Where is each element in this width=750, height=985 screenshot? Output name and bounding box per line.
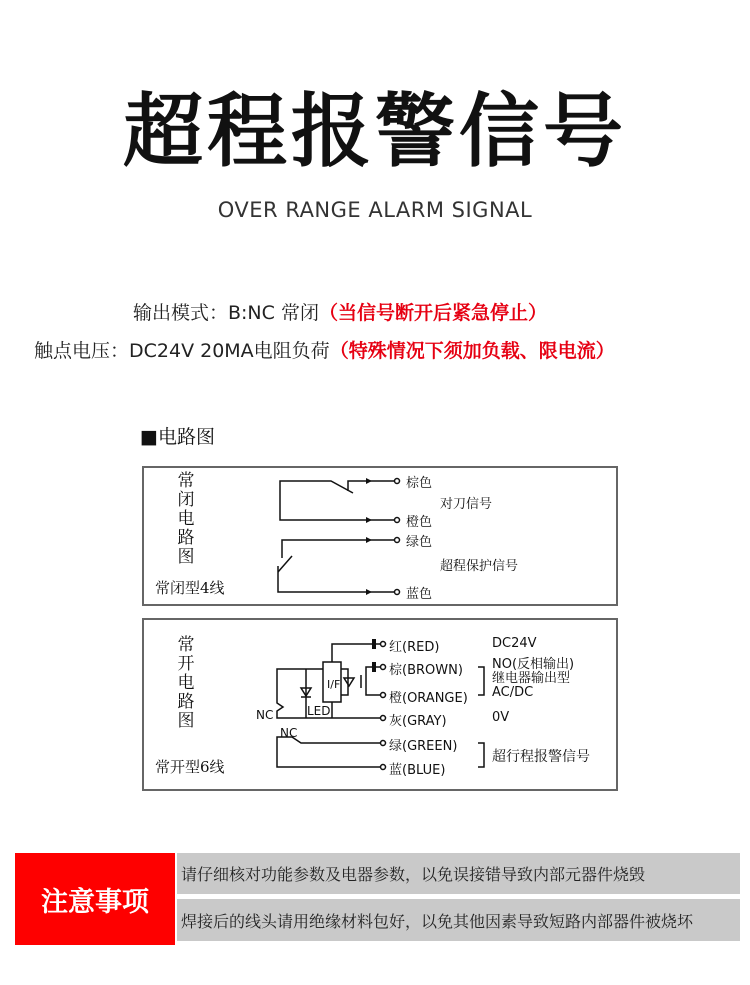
section-title: ■电路图 bbox=[140, 426, 215, 448]
if-label: I/F bbox=[327, 678, 341, 691]
signal-label: 对刀信号 bbox=[440, 497, 493, 512]
char: 电 bbox=[177, 673, 195, 693]
notice-heading: 注意事项 bbox=[15, 853, 175, 945]
wire-label: 蓝(BLUE) bbox=[389, 763, 446, 778]
notice-item: 焊接后的线头请用绝缘材料包好，以免其他因素导致短路内部器件被烧坏 bbox=[177, 899, 740, 941]
notice-item: 请仔细核对功能参数及电器参数，以免误接错导致内部元器件烧毁 bbox=[177, 853, 740, 894]
page-subtitle: OVER RANGE ALARM SIGNAL bbox=[217, 198, 533, 222]
char: 图 bbox=[177, 711, 195, 731]
nc-label: NC bbox=[256, 708, 274, 722]
output-line: 继电器输出型 bbox=[492, 671, 571, 686]
alarm-label: 超行程报警信号 bbox=[492, 749, 590, 765]
wire-label: 棕(BROWN) bbox=[389, 663, 463, 678]
wire-label: 红(RED) bbox=[389, 640, 440, 655]
wire-label: 绿色 bbox=[406, 535, 433, 550]
optocoupler-diode-icon bbox=[344, 678, 354, 686]
spec-label: 触点电压：DC24V 20MA电阻负荷 bbox=[34, 340, 330, 362]
wire-orange bbox=[366, 682, 380, 695]
signal-label: 超程保护信号 bbox=[440, 559, 519, 574]
terminal-block-icons bbox=[372, 639, 376, 672]
wire-label: 绿(GREEN) bbox=[389, 739, 458, 754]
char: 电 bbox=[177, 509, 195, 529]
wire-green-blue bbox=[277, 737, 380, 767]
wire-label: 棕色 bbox=[406, 476, 433, 491]
output-line: AC/DC bbox=[492, 685, 534, 700]
terminal-icons bbox=[381, 642, 386, 770]
bracket bbox=[478, 743, 484, 767]
spec-label: 输出模式：B:NC 常闭 bbox=[133, 302, 319, 324]
char: 常 bbox=[177, 471, 195, 491]
page-title: 超程报警信号 bbox=[123, 85, 627, 178]
nc-label: NC bbox=[280, 726, 298, 740]
wire-label: 灰(GRAY) bbox=[389, 714, 447, 729]
char: 路 bbox=[177, 692, 195, 712]
spec-note: （当信号断开后紧急停止） bbox=[318, 302, 547, 324]
spec-note: （特殊情况下须加负载、限电流） bbox=[329, 340, 615, 362]
nc-type-label: 常闭型4线 bbox=[155, 579, 225, 597]
bracket bbox=[478, 667, 484, 695]
output-label bbox=[492, 658, 574, 700]
zero-volt-label: 0V bbox=[492, 710, 510, 725]
no-type-label: 常开型6线 bbox=[155, 758, 225, 776]
char: 常 bbox=[177, 635, 195, 655]
wire-label: 橙色 bbox=[406, 515, 433, 530]
char: 路 bbox=[177, 528, 195, 548]
wire-label: 蓝色 bbox=[406, 587, 433, 602]
char: 闭 bbox=[177, 490, 195, 510]
char: 开 bbox=[177, 654, 195, 674]
wire-label: 橙(ORANGE) bbox=[389, 691, 468, 706]
char: 图 bbox=[177, 547, 195, 567]
led-label: LED bbox=[307, 704, 331, 718]
voltage-label: DC24V bbox=[492, 636, 537, 651]
output-line: NO(反相输出) bbox=[492, 657, 575, 672]
